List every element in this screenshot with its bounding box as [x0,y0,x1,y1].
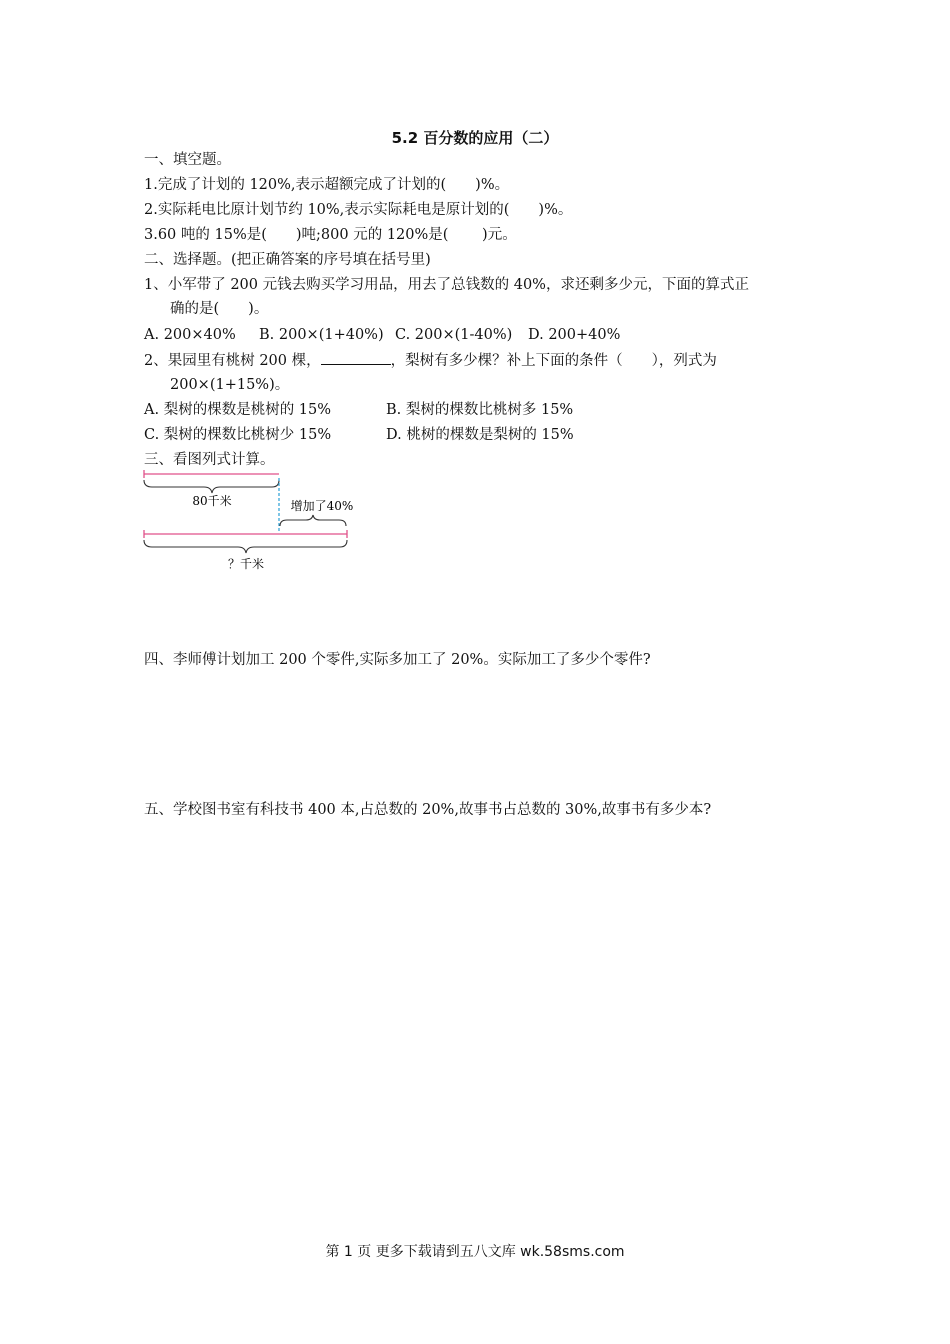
choice-question-2-prefix: 2、果园里有桃树 200 棵， [144,353,321,369]
choice-question-2-suffix: ，梨树有多少棵？补上下面的条件（ ），列式为 [390,353,717,369]
section1-heading: 一、填空题。 [144,152,231,168]
choice-question-1-line2: 确的是( )。 [170,301,269,317]
section3-heading: 三、看图列式计算。 [144,452,275,468]
choice-question-1-line1: 1、小军带了 200 元钱去购买学习用品，用去了总钱数的 40%，求还剩多少元，下面的算式正 [144,277,749,293]
bottom-brace [144,540,347,553]
choice-question-2-line1 [144,350,717,371]
choice-2-option-a: A. 梨树的棵数是桃树的 15% [144,402,332,418]
increase-label: 增加了40% [290,499,354,513]
top-brace [144,480,279,493]
choice-2-option-b: B. 梨树的棵数比桃树多 15% [386,402,574,418]
page-title: 5.2 百分数的应用（二） [391,129,559,147]
section2-heading: 二、选择题。(把正确答案的序号填在括号里) [144,252,431,268]
answer-blank [321,350,391,365]
section4-question: 四、李师傅计划加工 200 个零件,实际多加工了 20%。实际加工了多少个零件? [144,652,651,668]
choice-1-option-a: A. 200×40% [144,327,236,343]
bottom-length-label: ？千米 [227,557,265,571]
choice-1-option-d: D. 200+40% [528,327,621,343]
fill-question-1: 1.完成了计划的 120%,表示超额完成了计划的( )%。 [144,177,510,193]
choice-2-option-d: D. 桃树的棵数是梨树的 15% [386,427,574,443]
section5-question: 五、学校图书室有科技书 400 本,占总数的 20%,故事书占总数的 30%,故事书有多少本? [144,802,712,818]
increase-brace [280,515,346,526]
fill-question-3: 3.60 吨的 15%是( )吨;800 元的 120%是( )元。 [144,227,517,243]
choice-1-option-b: B. 200×(1+40%) [259,327,384,343]
line-segment-diagram [140,468,360,578]
choice-1-option-c: C. 200×(1-40%) [395,327,513,343]
page-footer: 第 1 页 更多下载请到五八文库 wk.58sms.com [325,1244,625,1260]
fill-question-2: 2.实际耗电比原计划节约 10%,表示实际耗电是原计划的( )%。 [144,202,573,218]
choice-question-2-line2: 200×(1+15%)。 [170,377,290,393]
choice-2-option-c: C. 梨树的棵数比桃树少 15% [144,427,332,443]
top-length-label: 80千米 [192,494,232,508]
